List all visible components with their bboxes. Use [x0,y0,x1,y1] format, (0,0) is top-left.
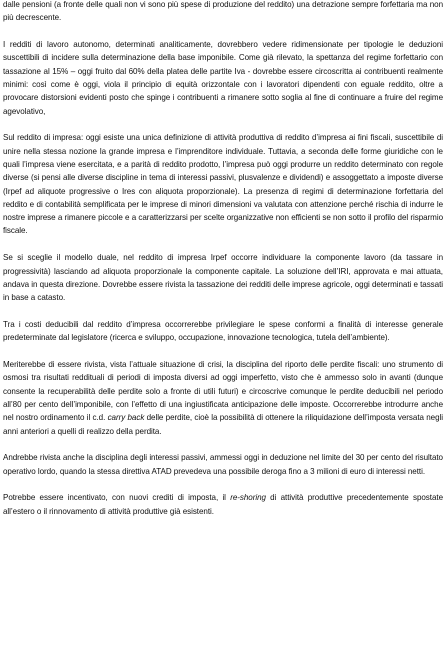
paragraph [3,358,443,438]
paragraph [3,251,443,304]
document-page [3,0,443,647]
paragraph [3,491,443,518]
italic-term: re-shoring [230,493,266,503]
text-segment: delle perdite, cioè la possibilità di ottenere la riliquidazione dell’imposta versata negli anni anteriori a quelli di realizzo della perdita. [3,413,443,436]
text-segment: Andrebbe rivista anche la disciplina degli interessi passivi, ammessi oggi in deduzione nel limite del 30 per cento del risultato operativo lordo, quando la stessa direttiva ATAD prevedeva una possibile deroga fino a 3 milioni di euro di interessi netti. [3,453,443,476]
text-segment: I redditi di lavoro autonomo, determinati analiticamente, dovrebbero vedere ridimensionate per tipologie le deduzioni suscettibili di incidere sulla determinazione della base imponibile. Come già rilevato, la spettanza del regime forfettario con tassazione al 15% – oggi fruito dal 60% della platea delle partite Iva - dovrebbe essere circoscritta ai contribuenti realmente minimi: così come è oggi, viola il principio di equità orizzontale con i lavoratori dipendenti con eguale reddito, oltre a provocare distorsioni evidenti posto che spinge i contribuenti a rimanere sotto soglia al fine di continuare a fruire del regime agevolativo, [3,40,443,116]
text-segment: di attività produttive precedentemente spostate all’estero o il rinnovamento di attività produttive già esistenti. [3,493,443,516]
paragraph [3,131,443,237]
text-segment: Sul reddito di impresa: oggi esiste una unica definizione di attività produttiva di reddito d’impresa ai fini fiscali, suscettibile di unire nella stessa nozione la grande impresa e l’imprenditore individuale. Tuttavia, a seconda delle forme giuridiche con le quali l’impresa viene esercitata, e a parità di reddito prodotto, l’impresa può oggi produrre un reddito determinato con regole diverse (si pensi alle diverse discipline in tema di interessi passivi, plusvalenze e dividendi) e assoggettato a imposte diverse (Irpef ad aliquote progressive o Ires con aliquota proporzionale). La presenza di regimi di determinazione forfettaria del reddito e di contabilità semplificata per le imprese di minori dimensioni va valutata con attenzione perché rischia di indurre le nostre imprese a rimanere piccole e a caratterizzarsi per scelte organizzative non efficienti se non sotto il profilo del risparmio fiscale. [3,133,443,236]
italic-term: carry back [107,413,145,423]
paragraph [3,318,443,345]
paragraph [3,451,443,478]
text-segment: Potrebbe essere incentivato, con nuovi crediti di imposta, il [3,493,231,503]
paragraph [3,0,443,25]
text-segment: Se si sceglie il modello duale, nel reddito di impresa Irpef occorre individuare la componente lavoro (da tassare in progressività) lasciando ad aliquota proporzionale la componente capitale. La soluzione dell’IRI, approvata e mai attuata, andava in questa direzione. Dovrebbe essere rivista la tassazione dei redditi delle imprese agricole, oggi determinati e tassati in base a catasto. [3,253,443,303]
text-segment: Meriterebbe di essere rivista, vista l’attuale situazione di crisi, la disciplina del riporto delle perdite fiscali: uno strumento di osmosi tra risultati reddituali di periodi di imposta diversi ad oggi imperfetto, visto che è ammesso solo in avanti (dunque consente la recuperabilità delle perdite solo a fronte di utili futuri) e circoscrive comunque le perdite deducibili nel periodo all’80 per cento dell’imponibile, con l’effetto di una ingiustificata anticipazione delle imposte. Occorrerebbe introdurre anche nel nostro ordinamento il c.d. [3,360,443,423]
paragraph [3,38,443,118]
text-segment: dalle pensioni (a fronte delle quali non vi sono più spese di produzione del reddito) una detrazione sempre forfettaria ma non più decrescente. [3,0,443,23]
text-segment: Tra i costi deducibili dal reddito d’impresa occorrerebbe privilegiare le spese conformi a finalità di interesse generale predeterminate dal legislatore (ricerca e sviluppo, occupazione, innovazione tecnologica, tutela dell’ambiente). [3,319,443,343]
